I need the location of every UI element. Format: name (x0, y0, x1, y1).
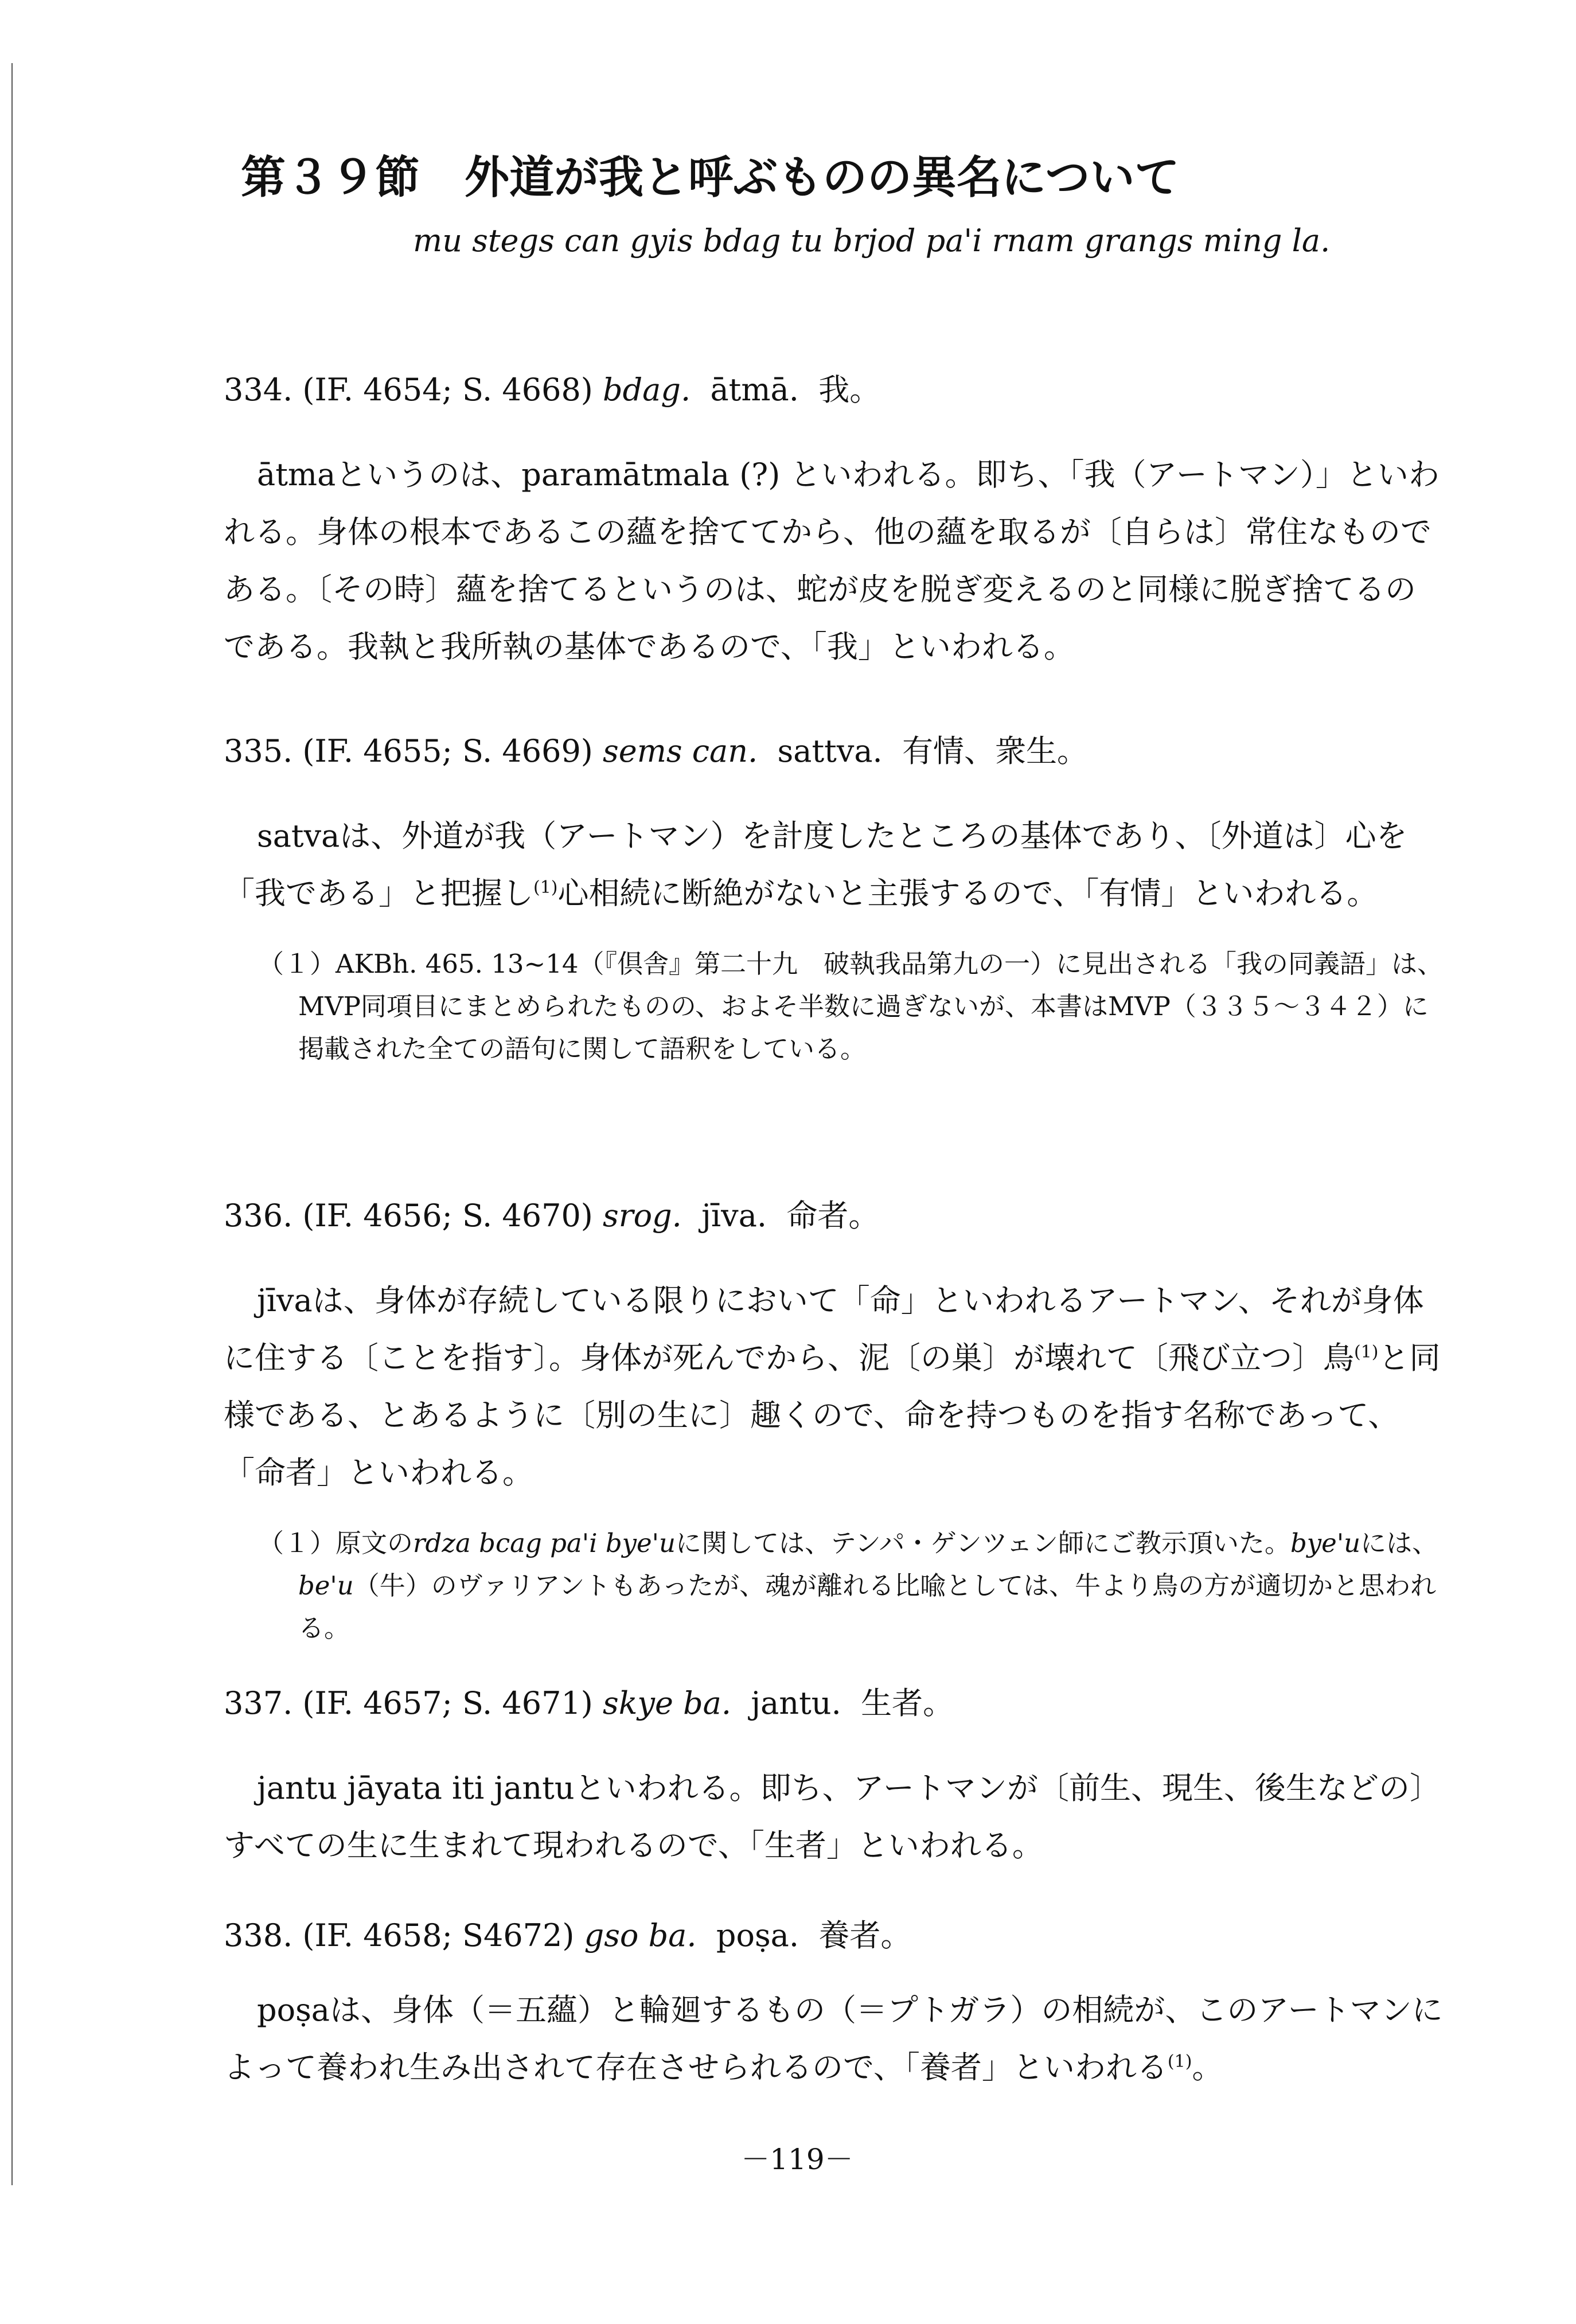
body-text: satvaは、外道が我（アートマン）を計度したところの基体であり、〔外道は〕心を「我である」と把握し (224, 818, 1407, 911)
body-text: jīvaは、身体が存続している限りにおいて「命」といわれるアートマン、それが身体に住する〔ことを指す〕。身体が死んでから、泥〔の巣〕が壊れて〔飛び立つ〕鳥 (224, 1282, 1424, 1376)
entry-number: 336. (224, 1198, 293, 1234)
footnote-marker: (1) (533, 878, 558, 898)
entry-338 (224, 1913, 1445, 2096)
entry-sanskrit: jantu. (751, 1685, 841, 1721)
entry-number: 337. (224, 1685, 293, 1721)
body-text: 心相続に断絶がないと主張するので、「有情」といわれる。 (557, 875, 1378, 911)
chapter-title: 第３９節 外道が我と呼ぶものの異名について (241, 151, 1180, 204)
entry-body (224, 1982, 1445, 2096)
footnote-text: （牛）のヴァリアントもあったが、魂が離れる比喩としては、牛より鳥の方が適切かと思われる。 (298, 1570, 1437, 1643)
entry-japanese: 命者。 (786, 1198, 880, 1234)
entry-sanskrit: sattva. (777, 733, 883, 769)
page-number: －119－ (741, 2143, 853, 2176)
entry-body: ātmaというのは、paramātmala (?) といわれる。即ち、「我（アートマン）」といわれる。身体の根本であるこの蘊を捨ててから、他の蘊を取るが〔自らは〕常住なものである。〔その時〕蘊を捨てるというのは、蛇が皮を脱ぎ変えるのと同様に脱ぎ捨てるのである。我執と我所執の基体であるので、「我」といわれる。 (224, 457, 1440, 665)
entry-japanese: 養者。 (818, 1917, 912, 1953)
entry-heading (224, 367, 1445, 413)
entry-reference: (IF. 4654; S. 4668) (302, 372, 593, 408)
body-text: と同様である、とあるように〔別の生に〕趣くので、命を持つものを指す名称であって、「命者」といわれる。 (224, 1340, 1441, 1491)
entry-reference: (IF. 4655; S. 4669) (302, 733, 593, 769)
entry-sanskrit: jīva. (701, 1198, 767, 1234)
footnote-text: （１）原文の (258, 1528, 413, 1558)
entry-tibetan: skye ba. (603, 1685, 732, 1721)
entry-japanese: 我。 (818, 372, 881, 408)
entry-337 (224, 1680, 1445, 1874)
entry-body (224, 1272, 1445, 1502)
footnote: （１）AKBh. 465. 13~14（『倶舎』第二十九 破執我品第九の一）に見出される「我の同義語」は、MVP同項目にまとめられたものの、およそ半数に過ぎないが、本書はMVP（３３５～３４２）に掲載された全ての語句に関して語釈をしている。 (258, 949, 1444, 1064)
entry-tibetan: sems can. (603, 733, 758, 769)
entry-heading (224, 1680, 1445, 1726)
entry-334 (224, 367, 1445, 676)
body-text: 。 (1192, 2049, 1223, 2085)
footnote-text: に関しては、テンパ・ゲンツェン師にご教示頂いた。 (676, 1528, 1290, 1558)
entry-reference: (IF. 4658; S4672) (302, 1917, 575, 1953)
entry-number: 338. (224, 1917, 293, 1953)
binding-margin-line (11, 63, 13, 2185)
footnote (224, 1522, 1445, 1650)
entry-body: jantu jāyata iti jantuといわれる。即ち、アートマンが〔前生、現生、後生などの〕すべての生に生まれて現われるので、「生者」といわれる。 (224, 1770, 1441, 1863)
entry-heading (224, 728, 1445, 774)
entry-number: 335. (224, 733, 293, 769)
footnote-tibetan: rdza bcag pa'i bye'u (413, 1528, 676, 1558)
entry-tibetan: bdag. (603, 372, 691, 408)
entry-japanese: 生者。 (861, 1685, 954, 1721)
entry-335 (224, 728, 1445, 1070)
footnote-tibetan: bye'u (1290, 1528, 1361, 1558)
footnote-marker: (1) (1167, 2052, 1192, 2072)
entry-sanskrit: ātmā. (710, 372, 799, 408)
entry-number: 334. (224, 372, 293, 408)
chapter-subtitle: mu stegs can gyis bdag tu brjod pa'i rnam grangs ming la. (413, 223, 1331, 259)
entry-body (224, 808, 1445, 922)
footnote-text: には、 (1360, 1528, 1438, 1558)
body-text: poṣaは、身体（＝五蘊）と輪廻するもの（＝プトガラ）の相続が、このアートマンによって養われ生み出されて存在させられるので、「養者」といわれる (224, 1992, 1443, 2085)
footnote-marker: (1) (1354, 1342, 1379, 1362)
entry-tibetan: srog. (603, 1198, 682, 1234)
entry-336 (224, 1193, 1445, 1650)
entry-heading (224, 1193, 1445, 1239)
entry-reference: (IF. 4656; S. 4670) (302, 1198, 593, 1234)
entry-reference: (IF. 4657; S. 4671) (302, 1685, 593, 1721)
entry-japanese: 有情、衆生。 (902, 733, 1089, 769)
footnote-tibetan: be'u (298, 1570, 354, 1601)
entry-tibetan: gso ba. (584, 1917, 697, 1953)
entry-heading (224, 1913, 1445, 1959)
entry-sanskrit: poṣa. (716, 1917, 799, 1953)
